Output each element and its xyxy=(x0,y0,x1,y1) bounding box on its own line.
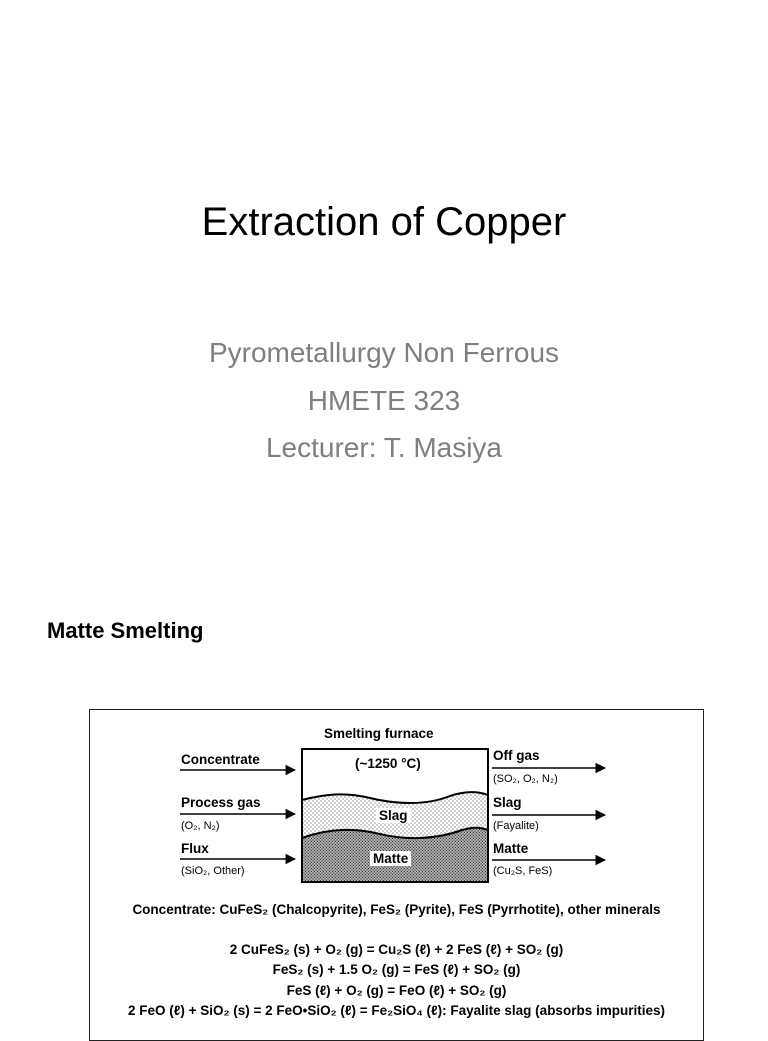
output-matte: Matte xyxy=(493,841,529,856)
input-concentrate: Concentrate xyxy=(181,752,260,767)
reaction-1: 2 CuFeS₂ (s) + O₂ (g) = Cu₂S (ℓ) + 2 FeS (ℓ) + SO₂ (g) xyxy=(229,942,564,957)
reaction-3: FeS (ℓ) + O₂ (g) = FeO (ℓ) + SO₂ (g) xyxy=(286,983,507,998)
furnace-temperature: (~1250 °C) xyxy=(355,756,421,771)
input-process-gas-detail: (O₂, N₂) xyxy=(181,820,220,832)
output-matte-detail: (Cu₂S, FeS) xyxy=(493,865,553,877)
slide-title: Extraction of Copper xyxy=(201,200,567,244)
output-off-gas-detail: (SO₂, O₂, N₂) xyxy=(493,773,558,785)
output-slag-detail: (Fayalite) xyxy=(493,820,539,832)
input-flux: Flux xyxy=(181,841,209,856)
slag-label: Slag xyxy=(376,808,411,823)
section-heading: Matte Smelting xyxy=(47,618,204,643)
input-flux-detail: (SiO₂, Other) xyxy=(181,865,245,877)
output-off-gas: Off gas xyxy=(493,748,540,763)
smelting-diagram xyxy=(89,709,704,1041)
course-name: Pyrometallurgy Non Ferrous xyxy=(208,337,560,368)
concentrate-minerals: Concentrate: CuFeS₂ (Chalcopyrite), FeS₂ (Pyrite), FeS (Pyrrhotite), other minerals xyxy=(132,902,661,917)
reaction-2: FeS₂ (s) + 1.5 O₂ (g) = FeS (ℓ) + SO₂ (g) xyxy=(272,962,521,977)
reaction-4: 2 FeO (ℓ) + SiO₂ (s) = 2 FeO•SiO₂ (ℓ) = Fe₂SiO₄ (ℓ): Fayalite slag (absorbs impurities) xyxy=(128,1003,665,1018)
output-slag: Slag xyxy=(493,795,522,810)
input-process-gas: Process gas xyxy=(181,795,261,810)
course-code: HMETE 323 xyxy=(307,385,461,416)
matte-label: Matte xyxy=(370,851,411,866)
furnace-title: Smelting furnace xyxy=(324,726,434,741)
lecturer-name: Lecturer: T. Masiya xyxy=(265,432,503,463)
